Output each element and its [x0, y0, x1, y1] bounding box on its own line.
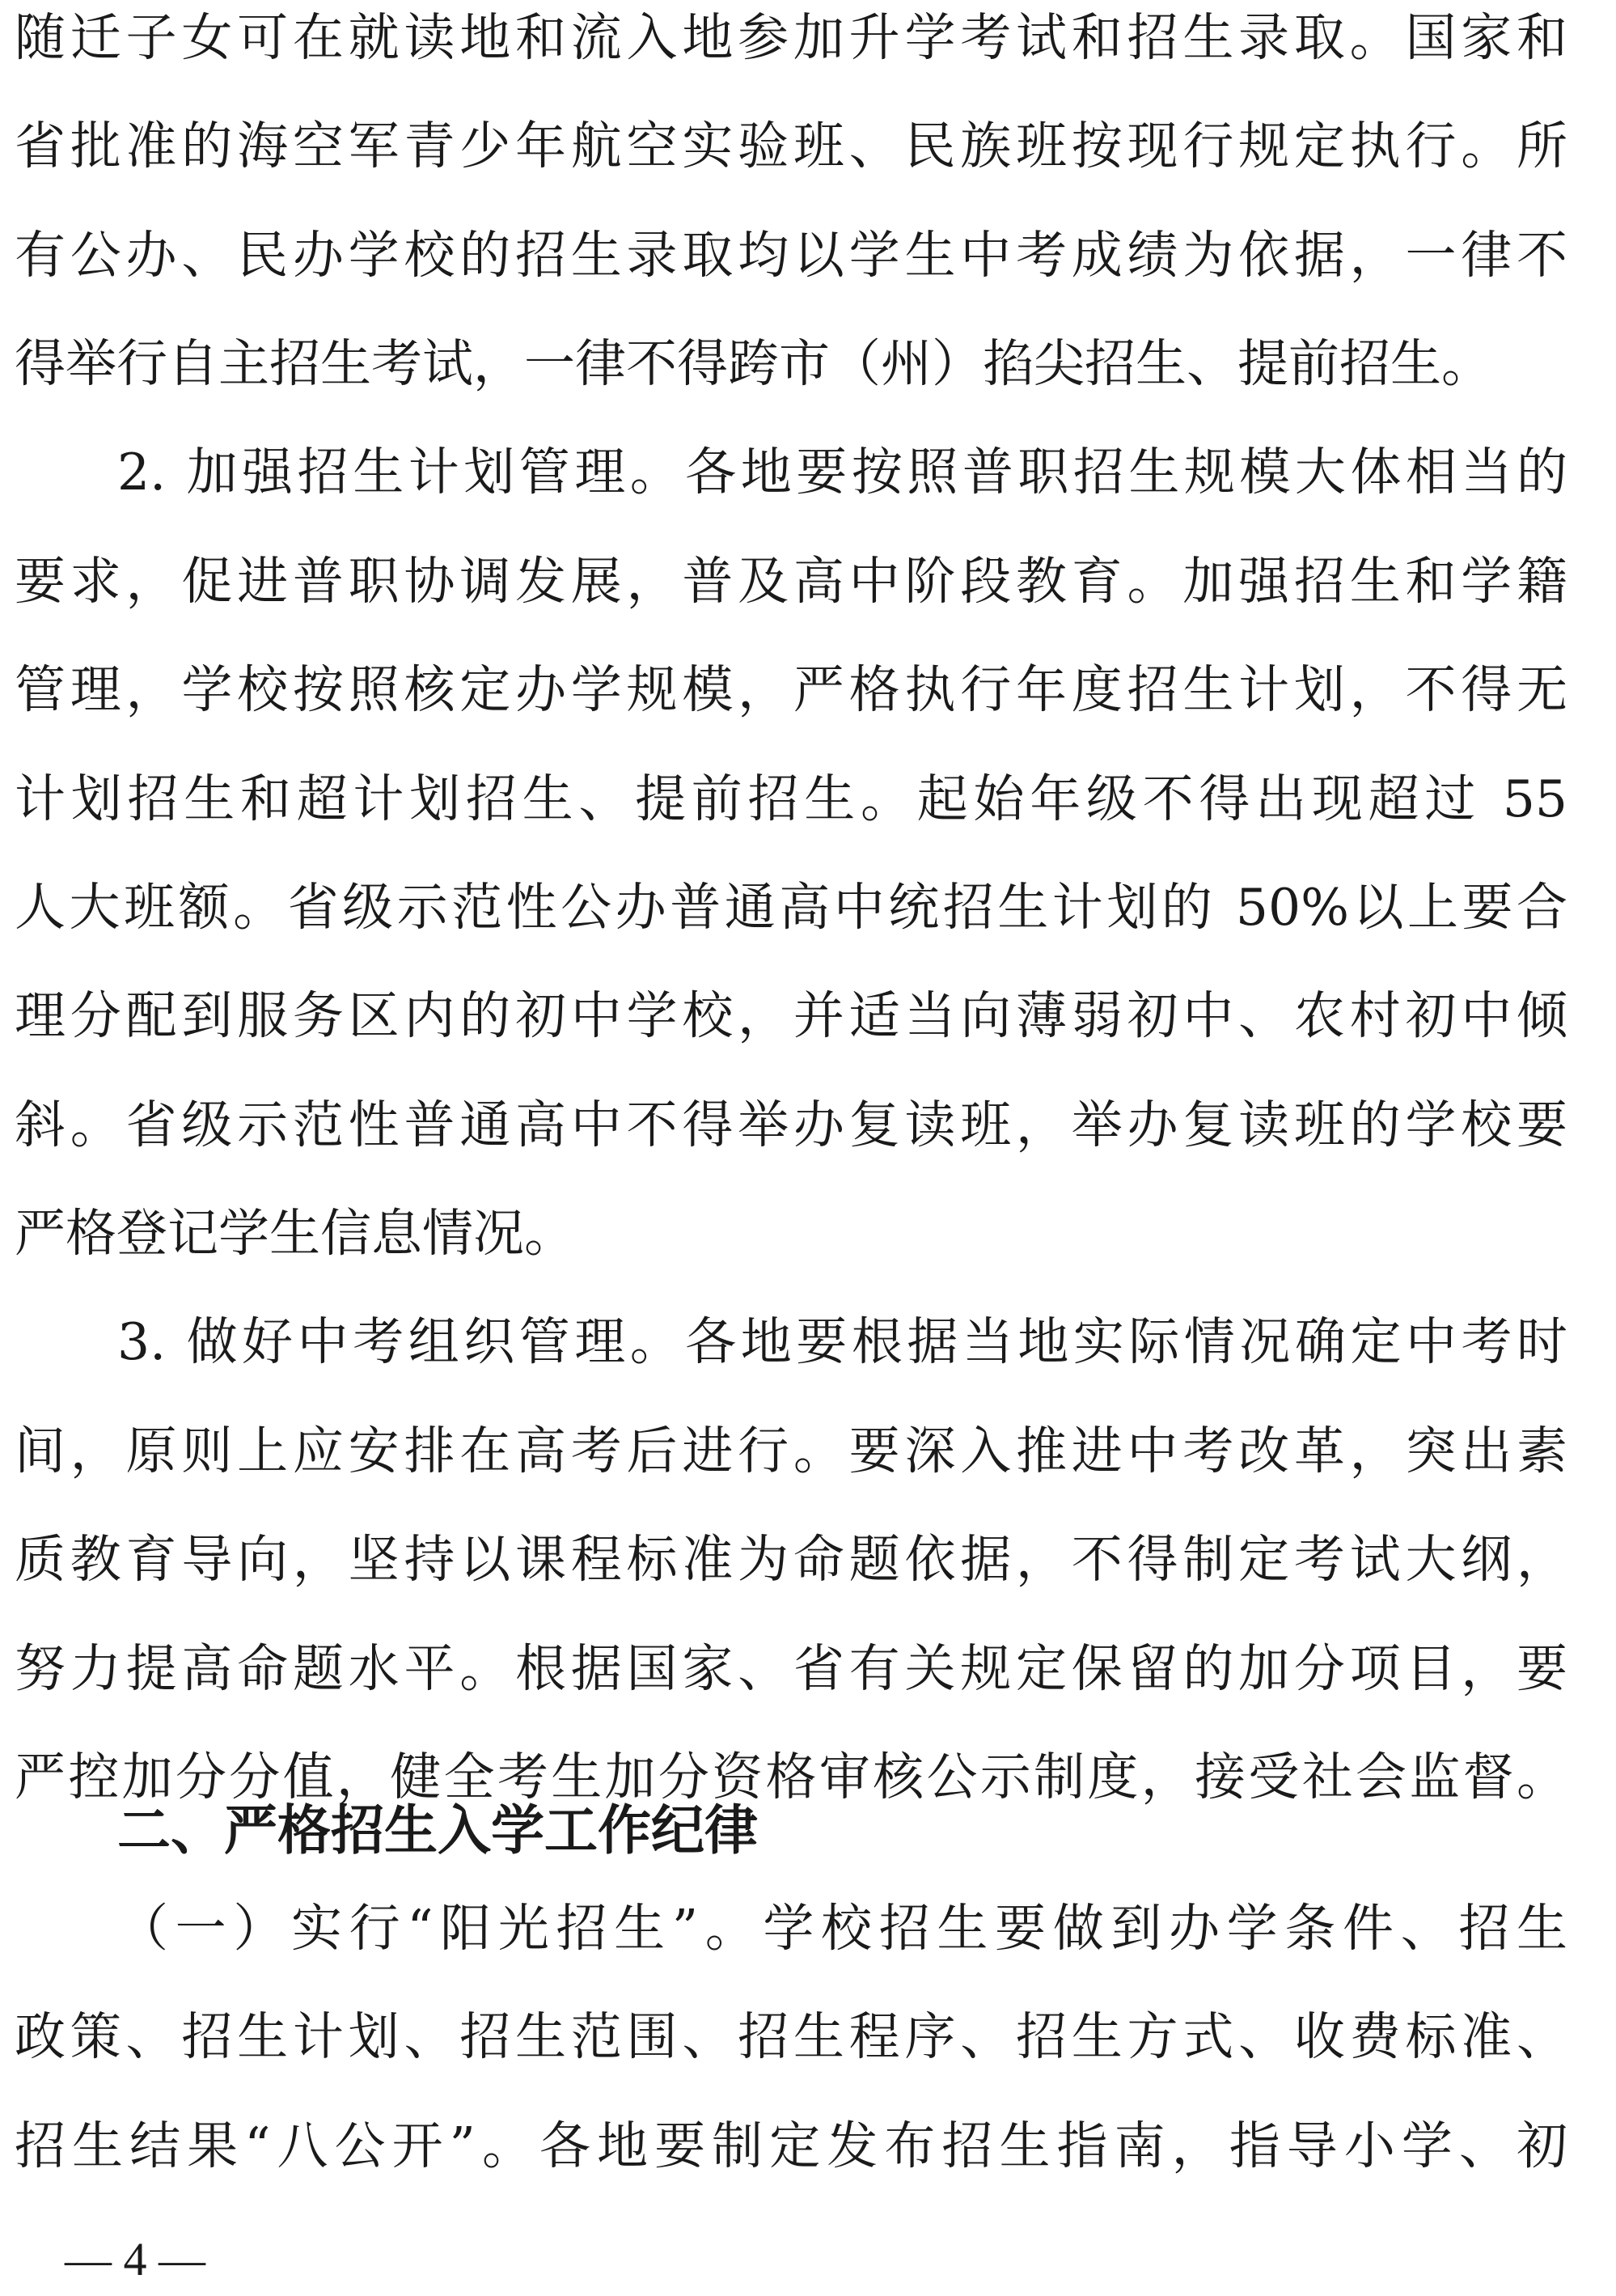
paragraph-3-line-4: 努力提高命题水平。根据国家、省有关规定保留的加分项目，要	[15, 1639, 1567, 1698]
paragraph-2-line-3: 管理，学校按照核定办学规模，严格执行年度招生计划，不得无	[15, 660, 1567, 719]
paragraph-3-line-5: 严控加分分值，健全考生加分资格审核公示制度，接受社会监督。	[15, 1747, 1567, 1807]
paragraph-2-line-5: 人大班额。省级示范性公办普通高中统招生计划的 50%以上要合	[15, 878, 1567, 937]
paragraph-1-line-2: 省批准的海空军青少年航空实验班、民族班按现行规定执行。所	[15, 116, 1567, 176]
paragraph-2-line-8: 严格登记学生信息情况。	[15, 1204, 575, 1263]
section-heading: 二、严格招生入学工作纪律	[117, 1799, 758, 1862]
paragraph-2-line-6: 理分配到服务区内的初中学校，并适当向薄弱初中、农村初中倾	[15, 986, 1567, 1045]
paragraph-1-line-3: 有公办、民办学校的招生录取均以学生中考成绩为依据，一律不	[15, 226, 1567, 285]
paragraph-1-line-4: 得举行自主招生考试，一律不得跨市（州）掐尖招生、提前招生。	[15, 334, 1492, 393]
paragraph-3-line-3: 质教育导向，坚持以课程标准为命题依据，不得制定考试大纲，	[15, 1530, 1567, 1589]
paragraph-2-line-1: 2. 加强招生计划管理。各地要按照普职招生规模大体相当的	[117, 443, 1567, 502]
paragraph-1-line-1: 随迁子女可在就读地和流入地参加升学考试和招生录取。国家和	[15, 8, 1567, 67]
paragraph-4-line-1: （一）实行“阳光招生”。学校招生要做到办学条件、招生	[117, 1899, 1567, 1958]
page-number: — 4 —	[65, 2233, 205, 2285]
paragraph-4-line-2: 政策、招生计划、招生范围、招生程序、招生方式、收费标准、	[15, 2007, 1567, 2066]
paragraph-4-line-3: 招生结果“八公开”。各地要制定发布招生指南，指导小学、初	[15, 2116, 1567, 2175]
paragraph-2-line-4: 计划招生和超计划招生、提前招生。起始年级不得出现超过 55	[15, 769, 1567, 828]
paragraph-2-line-2: 要求，促进普职协调发展，普及高中阶段教育。加强招生和学籍	[15, 552, 1567, 611]
paragraph-3-line-1: 3. 做好中考组织管理。各地要根据当地实际情况确定中考时	[117, 1312, 1567, 1371]
paragraph-3-line-2: 间，原则上应安排在高考后进行。要深入推进中考改革，突出素	[15, 1421, 1567, 1481]
paragraph-2-line-7: 斜。省级示范性普通高中不得举办复读班，举办复读班的学校要	[15, 1095, 1567, 1154]
